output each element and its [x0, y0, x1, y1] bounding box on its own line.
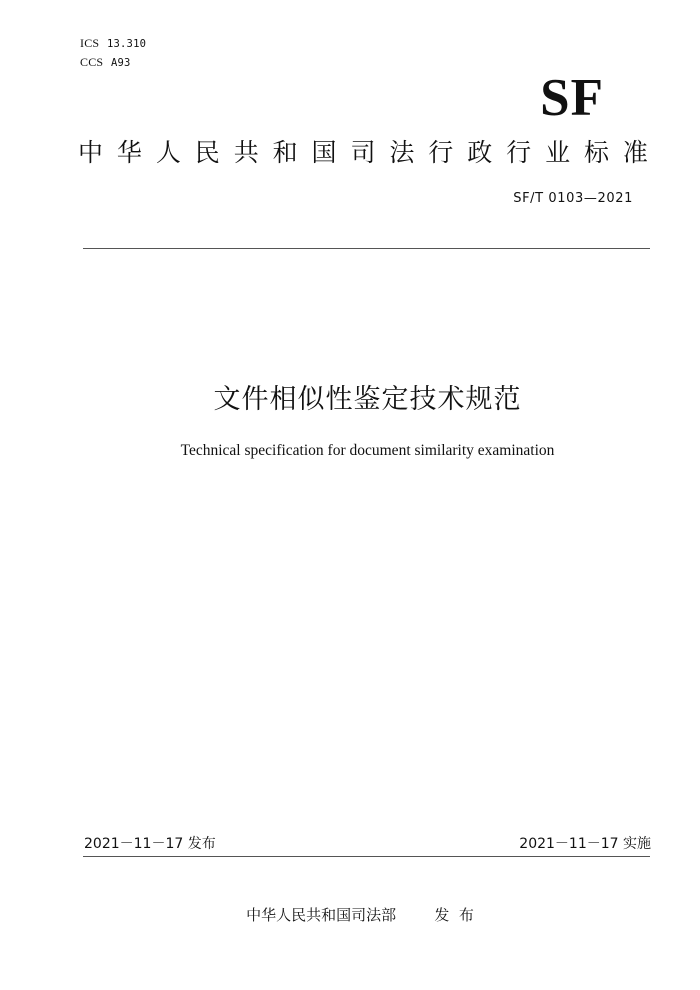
standard-type-char: 法: [389, 138, 415, 167]
standard-type-char: 共: [233, 138, 259, 167]
standard-type-char: 业: [545, 138, 571, 167]
standard-type-char: 司: [350, 138, 376, 167]
standard-type-heading: [78, 134, 648, 172]
document-title-english: Technical specification for document similarity examination: [180, 442, 555, 459]
publisher-name: 中华人民共和国司法部: [246, 906, 397, 924]
standard-type-char: 标: [583, 138, 609, 167]
sf-logo: SF: [540, 69, 604, 127]
issue-date: 2021－11－17 发布: [84, 836, 216, 852]
ics-code: 13.310: [106, 38, 147, 50]
publish-word: 发 布: [434, 906, 474, 924]
standard-type-char: 人: [155, 138, 181, 167]
ics-label: ICS: [80, 36, 100, 50]
standard-number: SF/T 0103—2021: [513, 191, 633, 206]
ccs-row: [80, 53, 146, 72]
standard-type-char: 准: [622, 138, 648, 167]
standard-type-char: 政: [467, 138, 493, 167]
standard-type-char: 和: [272, 138, 298, 167]
standard-type-char: 行: [428, 138, 454, 167]
standard-type-char: 民: [194, 138, 220, 167]
publisher-line: [0, 904, 700, 926]
ics-row: [80, 34, 146, 53]
ccs-label: CCS: [80, 55, 104, 69]
standard-type-char: 国: [311, 138, 337, 167]
implementation-date: 2021－11－17 实施: [519, 836, 651, 852]
classification-codes: [80, 34, 146, 72]
standard-type-char: 行: [506, 138, 532, 167]
standard-type-char: 中: [78, 138, 104, 167]
ccs-code: A93: [111, 57, 131, 69]
footer-divider: [83, 856, 650, 857]
document-title-chinese: 文件相似性鉴定技术规范: [213, 384, 522, 415]
header-divider: [83, 248, 650, 249]
standard-type-char: 华: [116, 138, 142, 167]
